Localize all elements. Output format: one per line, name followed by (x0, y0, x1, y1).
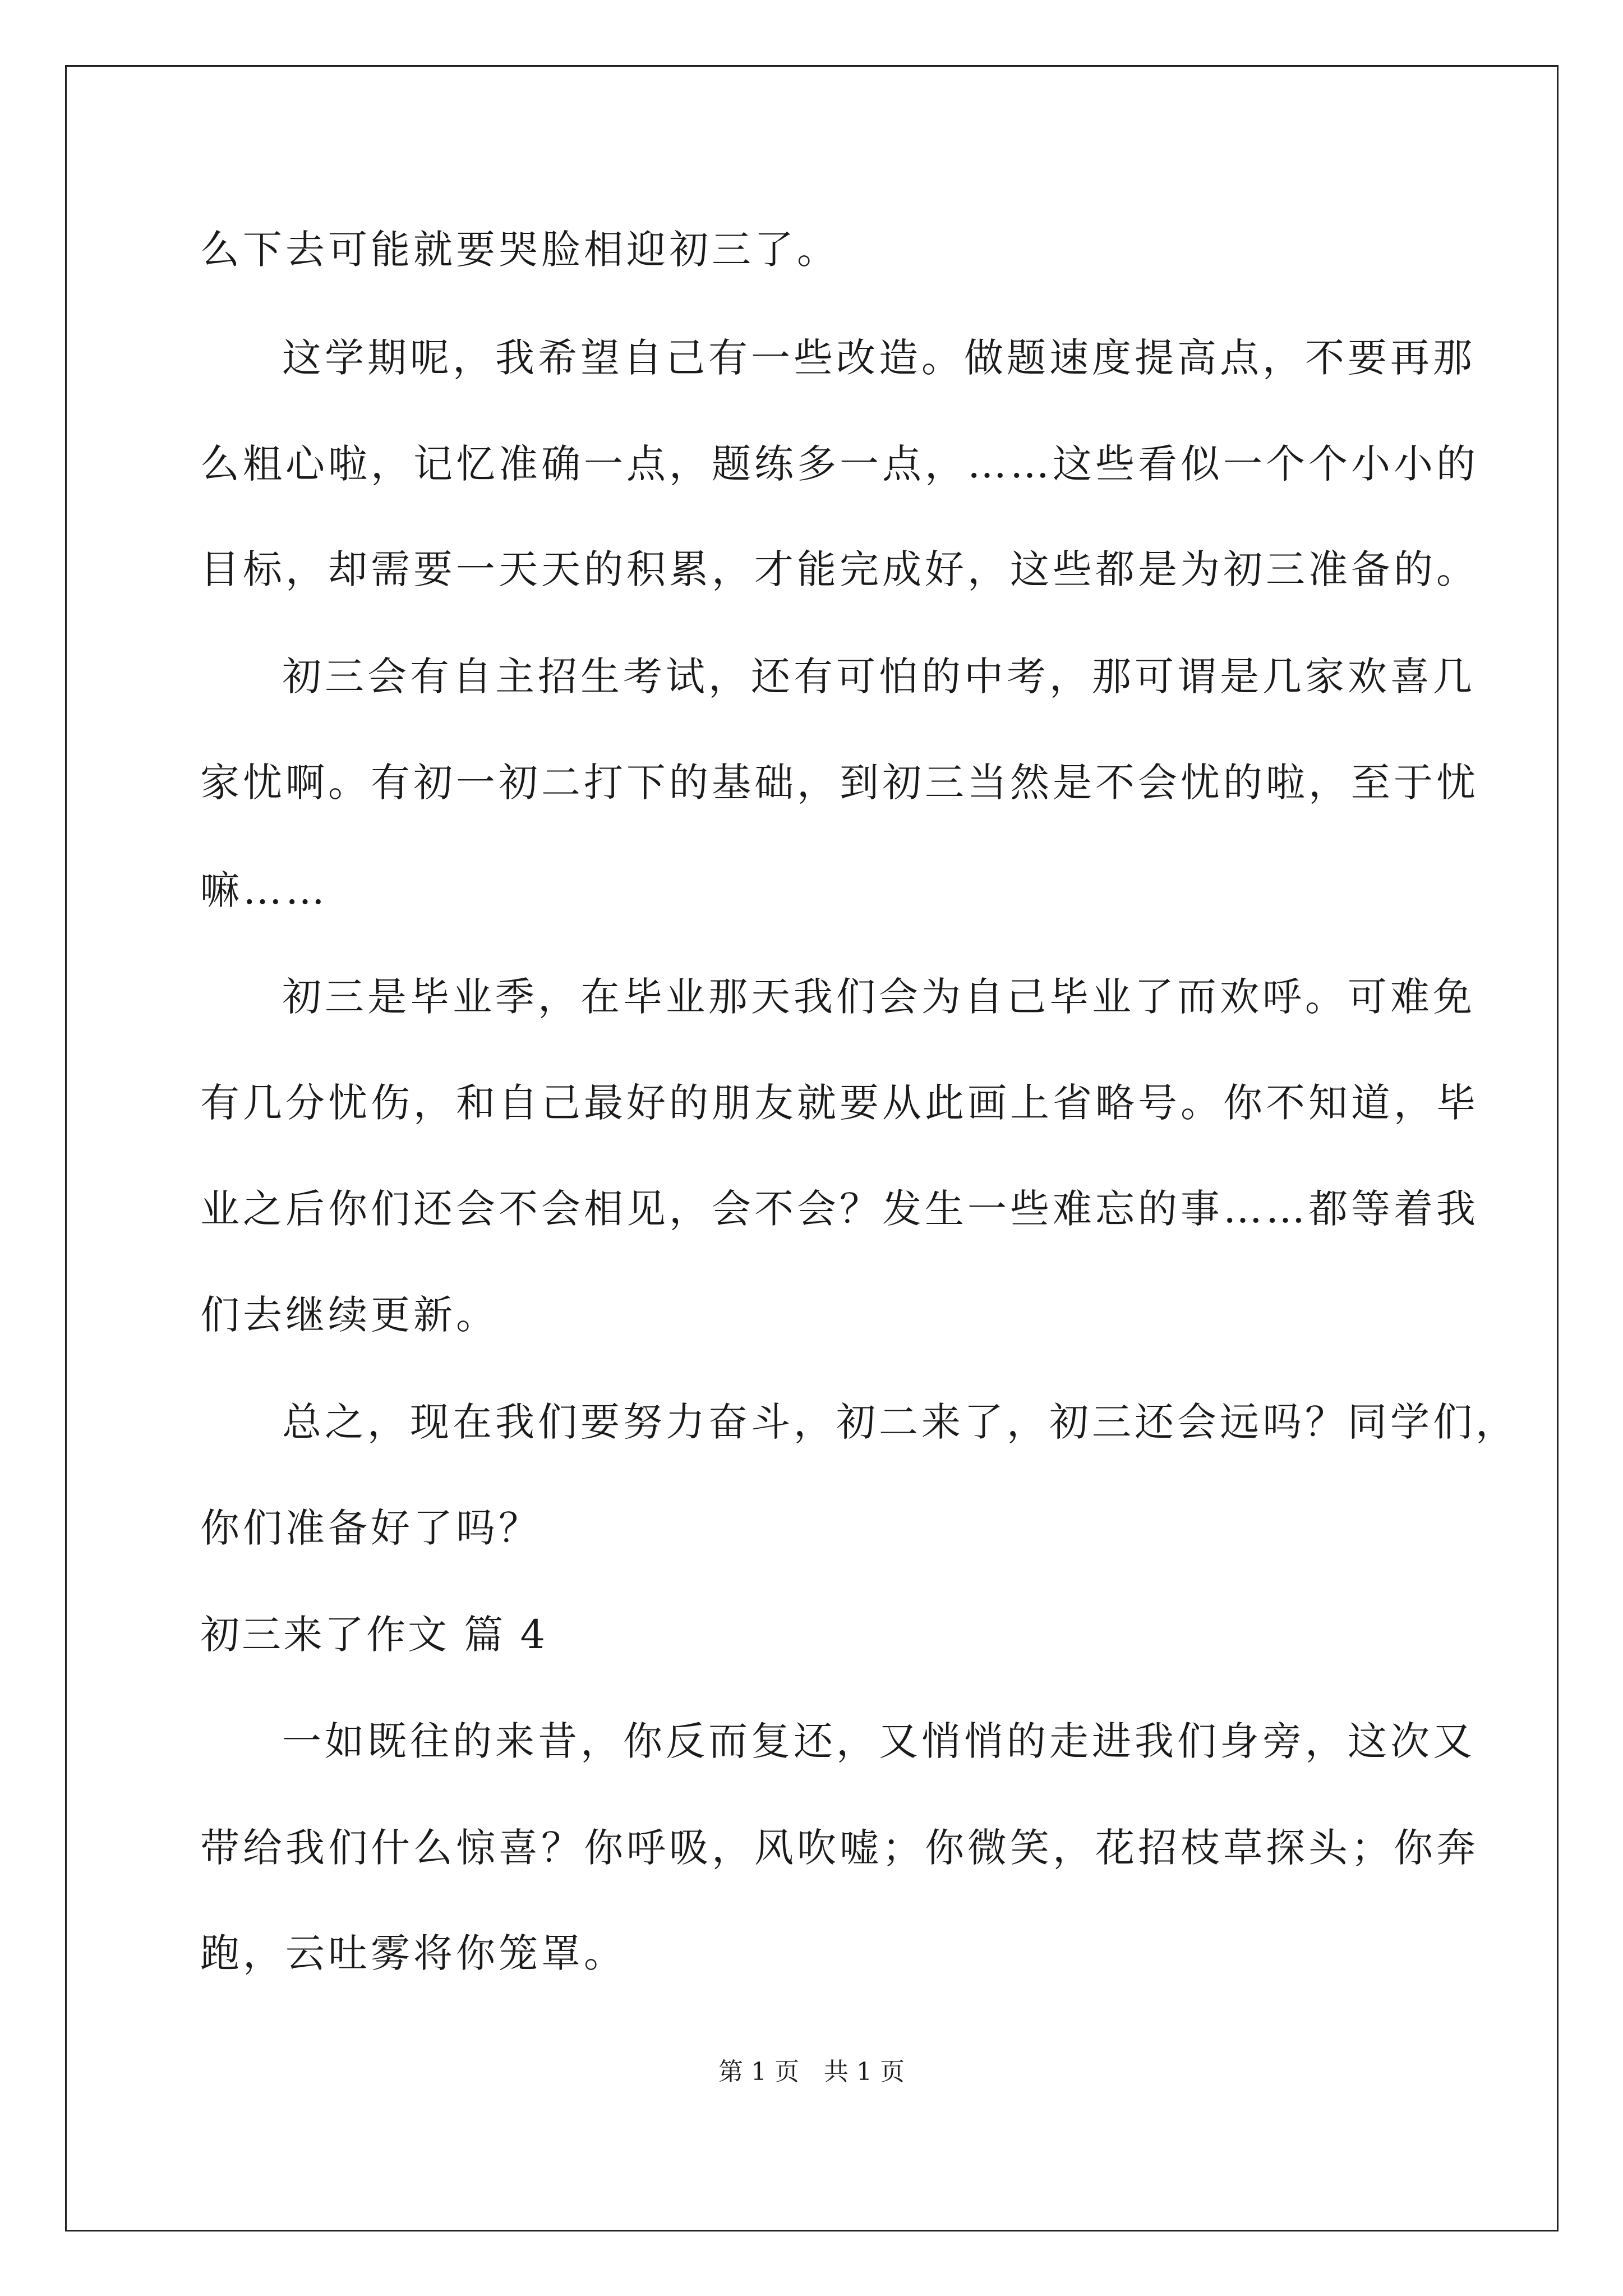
text-line: 有几分忧伤，和自己最好的朋友就要从此画上省略号。你不知道，毕 (200, 1080, 1479, 1126)
section-heading: 初三来了作文 篇 4 (200, 1612, 548, 1658)
page-footer (0, 2055, 1623, 2089)
text-line: 带给我们什么惊喜？你呼吸，风吹嘘；你微笑，花招枝草探头；你奔 (200, 1825, 1479, 1871)
paragraph-first-line: 这学期呢，我希望自己有一些改造。做题速度提高点，不要再那 (282, 335, 1476, 381)
page-total: 共 1 页 (824, 2058, 905, 2086)
text-line: 业之后你们还会不会相见，会不会？发生一些难忘的事……都等着我 (200, 1186, 1479, 1232)
text-line: 你们准备好了吗？ (200, 1505, 541, 1551)
text-line: 么下去可能就要哭脸相迎初三了。 (200, 227, 840, 273)
paragraph-first-line: 初三是毕业季，在毕业那天我们会为自己毕业了而欢呼。可难免 (282, 974, 1476, 1020)
text-line: 么粗心啦，记忆准确一点，题练多一点，……这些看似一个个小小的 (200, 441, 1479, 487)
page-border (65, 65, 1559, 2231)
text-line: 目标，却需要一天天的积累，才能完成好，这些都是为初三准备的。 (200, 546, 1479, 592)
text-line: 们去继续更新。 (200, 1292, 499, 1338)
paragraph-first-line: 初三会有自主招生考试，还有可怕的中考，那可谓是几家欢喜几 (282, 654, 1476, 700)
page-number: 第 1 页 (718, 2058, 799, 2086)
paragraph-first-line: 一如既往的来昔，你反而复还，又悄悄的走进我们身旁，这次又 (282, 1718, 1476, 1764)
text-line: 家忧啊。有初一初二打下的基础，到初三当然是不会忧的啦，至于忧 (200, 760, 1479, 806)
paragraph-first-line: 总之，现在我们要努力奋斗，初二来了，初三还会远吗？同学们， (282, 1399, 1518, 1445)
text-line: 嘛…… (200, 867, 328, 913)
text-line: 跑，云吐雾将你笼罩。 (200, 1930, 626, 1976)
